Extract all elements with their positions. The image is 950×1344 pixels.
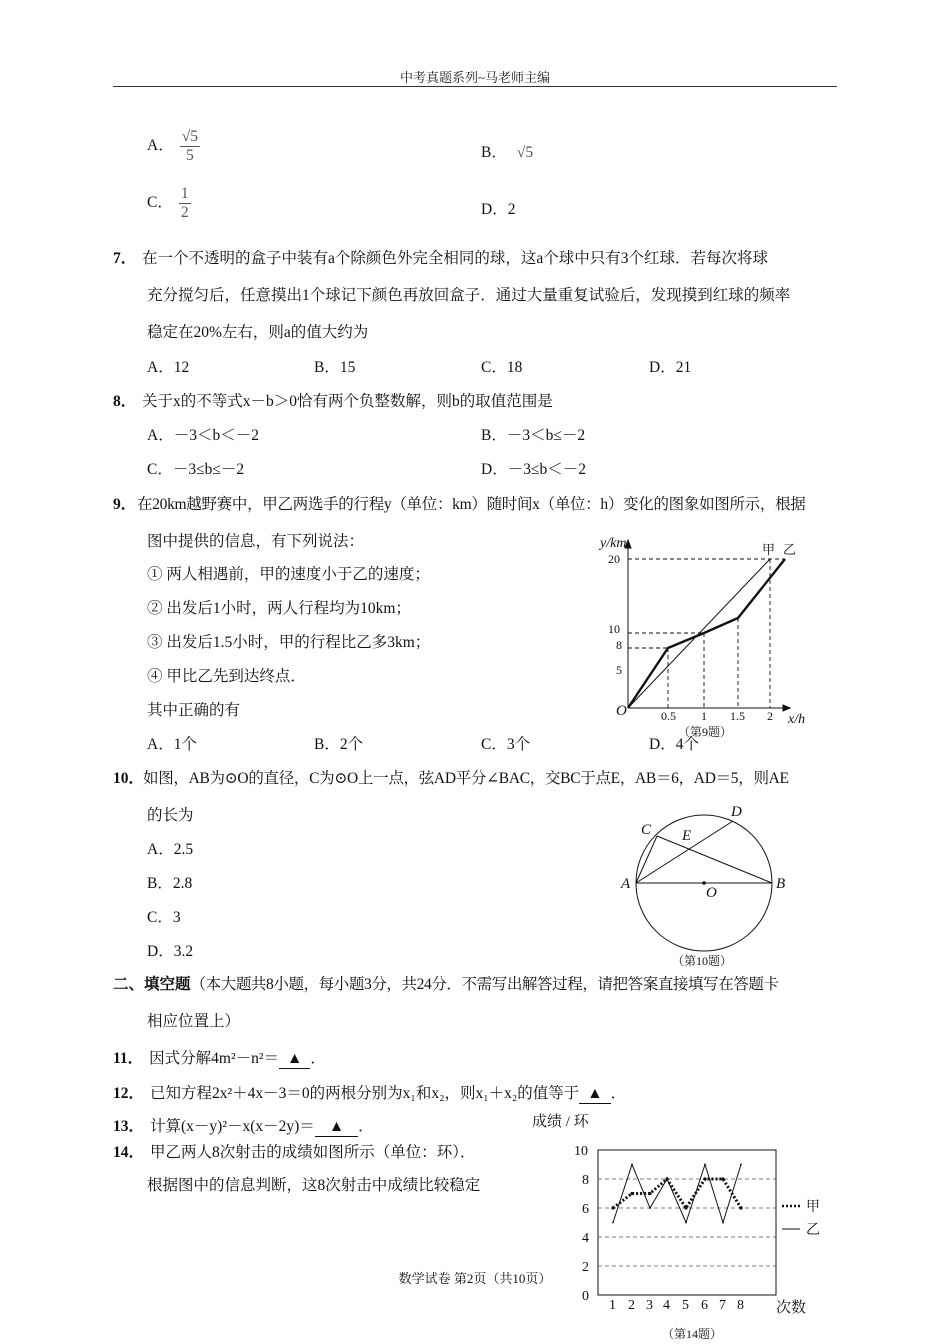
q10-chord-cb [657, 836, 772, 883]
q14-caption: （第14题） [662, 1327, 723, 1341]
q7-line3: 稳定在20%左右，则a的值大约为 [147, 324, 369, 341]
q10-label-a: A [621, 876, 631, 892]
q7-option-b: B．15 [314, 359, 356, 376]
q8-option-d: D．－3≤b＜－2 [481, 461, 586, 478]
q9-label-jia: 甲 [762, 542, 776, 557]
q14-xtick: 1 [609, 1298, 616, 1313]
q14-ytick: 4 [582, 1231, 589, 1246]
q9-x-label: x/h [788, 712, 806, 727]
q14-xtick: 3 [646, 1298, 653, 1313]
section2-desc: （本大题共8小题，每小题3分，共24分．不需写出解答过程，请把答案直接填写在答题卡 [190, 976, 779, 993]
q9-xtick-2: 2 [767, 709, 773, 723]
q7-option-d: D．21 [649, 359, 692, 376]
q10-label-o: O [706, 885, 717, 901]
q6-a-numerator: √5 [181, 128, 198, 145]
q14-number: 14． [113, 1144, 145, 1161]
q9-graph [590, 530, 820, 745]
q9-option-b: B．2个 [314, 736, 364, 753]
q14-ytick: 0 [582, 1289, 589, 1304]
q14-xtick: 7 [719, 1298, 726, 1313]
q14-line1: 甲乙两人8次射击的成绩如图所示（单位：环）． [150, 1144, 476, 1161]
q7-option-c: C．18 [481, 359, 523, 376]
q14-line2: 根据图中的信息判断，这8次射击中成绩比较稳定 [147, 1177, 481, 1194]
q9-ytick-20: 20 [608, 552, 620, 566]
q9-line1: 在20km越野赛中，甲乙两选手的行程y（单位：km）随时间x（单位：h）变化的图象如图所示，根据 [137, 496, 806, 513]
q9-number: 9． [113, 496, 137, 513]
q12-number: 12． [113, 1085, 145, 1102]
q9-ytick-8: 8 [616, 638, 622, 652]
section2-desc2: 相应位置上） [147, 1013, 241, 1030]
q10-option-b: B．2.8 [147, 875, 193, 892]
q8-option-b: B．－3＜b≤－2 [481, 427, 586, 444]
q7-line2: 充分搅匀后，任意摸出1个球记下颜色再放回盒子．通过大量重复试验后，发现摸到红球的频率 [147, 287, 791, 304]
q14-xtick: 5 [682, 1298, 689, 1313]
q11-number: 11． [113, 1050, 144, 1067]
q6-c-label: C． [147, 194, 173, 212]
q14-point [740, 1164, 742, 1166]
q13 [113, 1114, 374, 1137]
q14-legend-yi: 乙 [806, 1223, 820, 1238]
q14-ytick: 10 [574, 1144, 588, 1159]
q8-option-a: A．－3＜b＜－2 [147, 427, 259, 444]
q14-chart [530, 1108, 830, 1344]
q12 [113, 1081, 626, 1104]
q10-line2: 的长为 [147, 807, 194, 824]
q13-number: 13． [113, 1118, 145, 1135]
q10-label-d: D [731, 804, 742, 820]
q10-option-d: D．3.2 [147, 943, 194, 960]
q9-origin: O [616, 703, 627, 719]
section2-title: 二、填空题 [113, 976, 191, 993]
q6-option-c [147, 185, 191, 222]
q9-xtick-1: 1 [701, 709, 707, 723]
q9-line-jia [628, 559, 770, 708]
q6-option-a [147, 128, 200, 165]
q14-point [631, 1164, 633, 1166]
q7-option-a: A．12 [147, 359, 190, 376]
q14-point [703, 1177, 706, 1180]
q14-ytick: 2 [582, 1260, 589, 1275]
q14-point [666, 1178, 668, 1180]
q14-point [722, 1222, 724, 1224]
q6-a-label: A． [147, 137, 174, 155]
q9-x-arrow-icon [783, 705, 790, 711]
q14-x-label: 次数 [776, 1300, 807, 1316]
q8-option-c: C．－3≤b≤－2 [147, 461, 245, 478]
q14-legend-jia: 甲 [806, 1200, 820, 1215]
q13-text: 计算(x－y)²－x(x－2y)＝ [150, 1118, 315, 1135]
q9-statement-4: ④ 甲比乙先到达终点． [147, 668, 306, 685]
q9-line2: 图中提供的信息，有下列说法： [147, 533, 365, 550]
q6-c-fraction [179, 185, 191, 222]
q9-statement-1: ① 两人相遇前，甲的速度小于乙的速度； [147, 566, 430, 583]
q13-answer-blank: ▲ [315, 1118, 358, 1137]
q8-text: 关于x的不等式x－b＞0恰有两个负整数解，则b的取值范围是 [142, 393, 553, 410]
q14-point [630, 1192, 633, 1195]
page-footer: 数学试卷 第2页（共10页） [398, 1271, 552, 1286]
q14-xtick: 4 [663, 1298, 670, 1313]
q9-option-d: D．4个 [649, 736, 699, 753]
q6-a-fraction [180, 128, 200, 165]
q14-point [649, 1207, 651, 1209]
q9-caption: （第9题） [678, 725, 733, 739]
q9-label-yi: 乙 [783, 542, 797, 557]
q11 [113, 1046, 326, 1069]
q14-point [704, 1164, 706, 1166]
q14-legend [782, 1199, 820, 1238]
q6-b-value: √5 [516, 144, 534, 161]
page-header: 中考真题系列~马老师主编 [399, 70, 551, 85]
q8-number: 8． [113, 393, 137, 410]
q11-answer-blank: ▲ [279, 1050, 310, 1069]
q9-statement-2: ② 出发后1小时，两人行程均为10km； [147, 600, 411, 617]
q10-label-c: C [641, 822, 652, 838]
q14-point [648, 1192, 651, 1195]
header-rule [113, 86, 837, 87]
q10-option-a: A．2.5 [147, 841, 194, 858]
section2-heading [113, 972, 779, 994]
q6-c-denominator: 2 [180, 204, 189, 221]
q6-option-b [481, 140, 533, 162]
q12-text: 已知方程2x²＋4x－3＝0的两根分别为x₁和x₂，则x₁＋x₂的值等于 [150, 1085, 580, 1102]
q12-answer-blank: ▲ [579, 1085, 610, 1104]
q9-option-c: C．3个 [481, 736, 531, 753]
q6-b-label: B． [481, 144, 507, 161]
q14-ytick: 8 [582, 1173, 589, 1188]
q9-option-a: A．1个 [147, 736, 197, 753]
q14-y-label: 成绩 / 环 [532, 1114, 589, 1130]
q9-xtick-05: 0.5 [661, 709, 676, 723]
q11-text: 因式分解4m²－n²＝ [149, 1050, 280, 1067]
q6-option-d: D．2 [481, 201, 516, 218]
q14-point [612, 1222, 614, 1224]
q13-end: ． [358, 1118, 374, 1135]
q9-statement-3: ③ 出发后1.5小时，甲的行程比乙多3km； [147, 634, 431, 651]
q10-number: 10． [113, 770, 145, 787]
q7-number: 7． [113, 250, 137, 267]
q14 [113, 1140, 476, 1162]
q11-end: ． [310, 1050, 326, 1067]
q14-xtick: 6 [701, 1298, 708, 1313]
q14-point [721, 1177, 724, 1180]
q10-label-e: E [682, 828, 692, 844]
q14-ytick: 6 [582, 1202, 589, 1217]
q9-line3: 其中正确的有 [147, 702, 241, 719]
q14-point [739, 1206, 742, 1209]
q10-option-c: C．3 [147, 909, 181, 926]
q12-end: ． [610, 1085, 627, 1102]
q14-point [611, 1206, 614, 1209]
q9-ytick-10: 10 [608, 622, 620, 636]
q9-y-label: y/km [600, 536, 627, 551]
q10-label-b: B [776, 876, 786, 892]
q14-xtick: 8 [737, 1298, 744, 1313]
q10-caption: （第10题） [672, 954, 733, 968]
q9-ytick-5: 5 [616, 663, 622, 677]
q9-xtick-15: 1.5 [730, 709, 745, 723]
q14-point [685, 1222, 687, 1224]
q7-line1: 在一个不透明的盒子中装有a个除颜色外完全相同的球，这a个球中只有3个红球．若每次将球 [142, 250, 769, 267]
q14-xtick: 2 [628, 1298, 635, 1313]
q6-c-numerator: 1 [180, 185, 189, 202]
q9-line-yi [628, 559, 785, 708]
q6-a-denominator: 5 [185, 147, 194, 164]
q10-figure [615, 800, 800, 970]
q10-line1: 如图，AB为⊙O的直径，C为⊙O上一点，弦AD平分∠BAC，交BC于点E，AB＝6，AD＝5，则AE [143, 770, 789, 787]
q14-point [684, 1206, 687, 1209]
